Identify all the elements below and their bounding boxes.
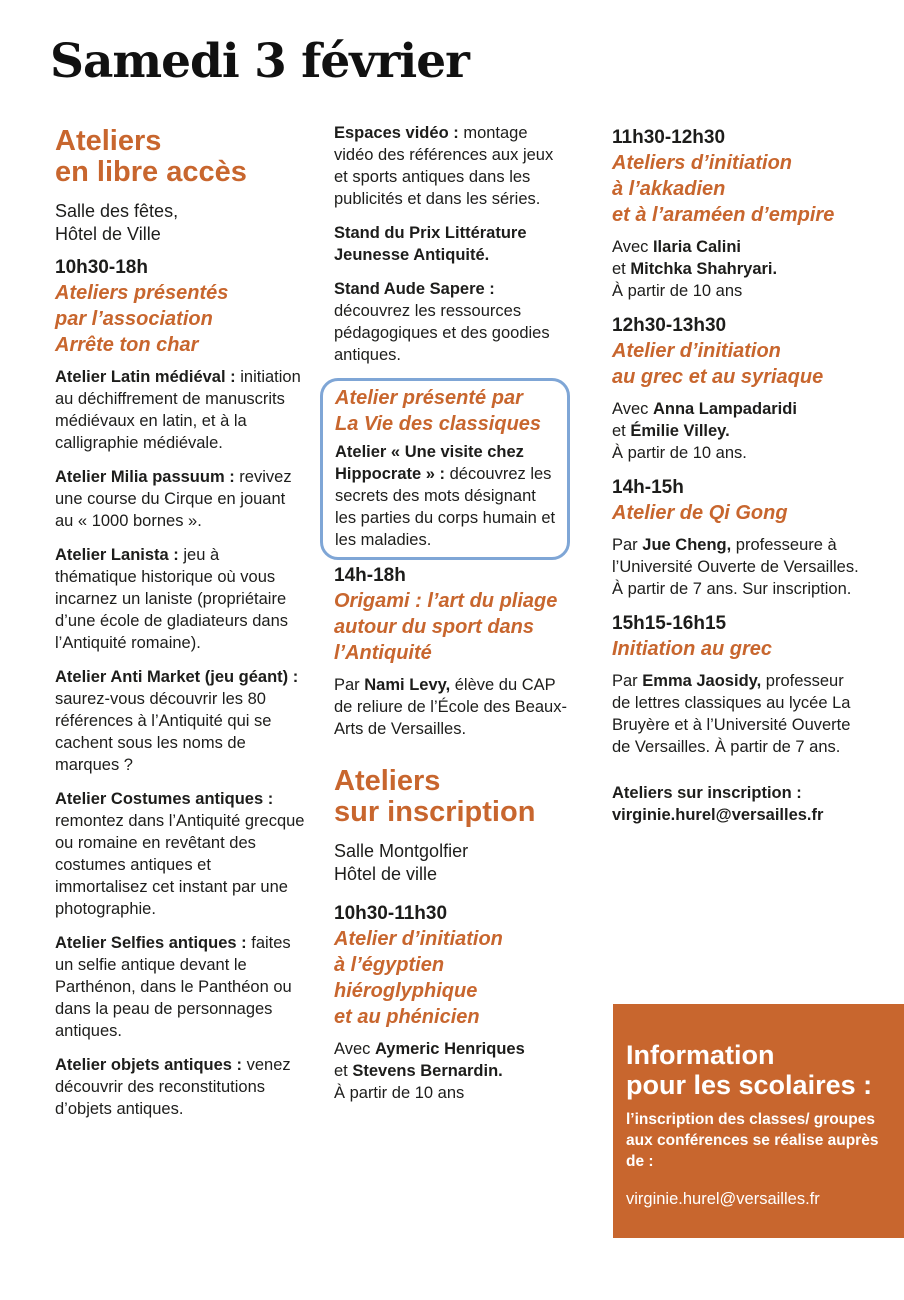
workshop-desc: revivez une course du Cirque en jouant au « 1000 bornes ». — [55, 468, 292, 530]
workshop-item — [55, 466, 305, 532]
speaker-name: Stevens Bernardin. — [352, 1062, 503, 1080]
age-info: À partir de 10 ans — [612, 282, 743, 300]
workshop-item — [55, 544, 305, 654]
speaker-name: Emma Jaosidy, — [642, 672, 762, 690]
info-box-scolaires — [613, 1004, 904, 1238]
workshop-item — [334, 122, 570, 210]
column-libre-acces — [55, 126, 305, 1132]
speaker-name: Mitchka Shahryari. — [630, 260, 778, 278]
column-middle — [334, 122, 570, 1104]
age-info: À partir de 10 ans — [334, 1084, 465, 1102]
workshop-desc: découvrez les secrets des mots désignant les parties du corps humain et les maladies. — [335, 465, 556, 549]
venue-salle-montgolfier: Salle Montgolfier Hôtel de ville — [334, 841, 469, 884]
venue-salle-des-fetes: Salle des fêtes, Hôtel de Ville — [55, 201, 179, 244]
workshop-desc: saurez-vous découvrir les 80 références à l’Antiquité qui se cachent sous les noms de marques ? — [55, 690, 272, 774]
workshop-item — [334, 222, 570, 266]
highlight-box-vie-des-classiques — [320, 378, 570, 560]
workshop-item — [55, 366, 305, 454]
age-info: À partir de 10 ans. — [612, 444, 747, 462]
page-title: Samedi 3 février — [50, 34, 469, 89]
speaker-name: Anna Lampadaridi — [652, 400, 797, 418]
workshop-name: Espaces vidéo : — [334, 124, 459, 142]
event-speaker: Avec Ilaria Calini et Mitchka Shahryari. À partir de 10 ans — [612, 238, 778, 300]
event-title: Atelier de Qi Gong — [612, 502, 788, 524]
workshop-desc: découvrez les ressources pédagogiques et des goodies antiques. — [334, 302, 550, 364]
workshop-name: Atelier objets antiques : — [55, 1056, 243, 1074]
event-speaker: Par Emma Jaosidy, professeur de lettres classiques au lycée La Bruyère et à l’Université Ouverte de Versailles. À partir de 7 ans. — [612, 672, 851, 756]
event-speaker: Par Jue Cheng, professeure à l’Université Ouverte de Versailles. À partir de 7 ans. Sur inscription. — [612, 536, 859, 598]
workshop-item — [55, 932, 305, 1042]
event-title: Atelier d’initiation au grec et au syriaque — [612, 340, 824, 388]
workshop-desc: venez découvrir des reconstitutions d’objets antiques. — [55, 1056, 291, 1118]
time-slot: 15h15-16h15 — [612, 613, 727, 634]
section-title-libre-acces: Ateliers en libre accès — [55, 125, 247, 188]
workshop-desc: remontez dans l’Antiquité grecque ou romaine en revêtant des costumes antiques et immortalisez cet instant par une photographie. — [55, 812, 305, 918]
time-slot: 12h30-13h30 — [612, 315, 727, 336]
workshop-name: Stand Aude Sapere : — [334, 280, 495, 298]
speaker-name: Jue Cheng, — [642, 536, 732, 554]
workshop-item — [55, 788, 305, 920]
workshop-name: Atelier Milia passuum : — [55, 468, 235, 486]
workshop-desc: initiation au déchiffrement de manuscrits médiévaux en latin, et à la calligraphie médiévale. — [55, 368, 301, 452]
workshop-name: Atelier « Une visite chez Hippocrate » : — [335, 443, 524, 483]
event-title: Atelier présenté par La Vie des classiques — [335, 387, 542, 435]
time-slot: 14h-18h — [334, 565, 406, 586]
workshop-name: Atelier Lanista : — [55, 546, 179, 564]
inscription-label: Ateliers sur inscription : — [612, 784, 802, 802]
info-title: Information pour les scolaires : — [626, 1040, 873, 1100]
section-title-sur-inscription: Ateliers sur inscription — [334, 765, 536, 828]
workshop-item — [335, 441, 557, 551]
workshop-name: Atelier Anti Market (jeu géant) : — [55, 668, 299, 686]
speaker-name: Émilie Villey. — [630, 422, 730, 440]
event-title: Atelier d’initiation à l’égyptien hiéroglyphique et au phénicien — [334, 928, 503, 1028]
event-speaker: Avec Anna Lampadaridi et Émilie Villey. À partir de 10 ans. — [612, 400, 797, 462]
inscription-email[interactable]: virginie.hurel@versailles.fr — [612, 806, 824, 824]
event-title: Ateliers d’initiation à l’akkadien et à l’araméen d’empire — [612, 152, 835, 226]
workshop-item — [55, 666, 305, 776]
workshop-desc: montage vidéo des références aux jeux et sports antiques dans les publicités et dans les séries. — [334, 124, 554, 208]
workshop-desc: faites un selfie antique devant le Parthénon, dans le Panthéon ou dans la peau de personnages antiques. — [55, 934, 292, 1040]
event-title: Origami : l’art du pliage autour du sport dans l’Antiquité — [334, 590, 558, 664]
time-slot: 14h-15h — [612, 477, 684, 498]
workshop-name: Atelier Selfies antiques : — [55, 934, 247, 952]
workshop-name: Atelier Latin médiéval : — [55, 368, 236, 386]
workshop-item — [55, 1054, 305, 1120]
info-text: l’inscription des classes/ groupes aux conférences se réalise auprès de : — [626, 1111, 879, 1170]
workshop-desc: jeu à thématique historique où vous incarnez un laniste (propriétaire d’une école de gladiateurs dans l’Antiquité romaine). — [55, 546, 289, 652]
info-email[interactable]: virginie.hurel@versailles.fr — [626, 1190, 820, 1208]
speaker-name: Nami Levy, — [364, 676, 451, 694]
column-right — [612, 126, 862, 826]
speaker-name: Aymeric Henriques — [374, 1040, 525, 1058]
event-title: Initiation au grec — [612, 638, 773, 660]
time-slot: 10h30-18h — [55, 257, 148, 278]
speaker-name: Ilaria Calini — [652, 238, 742, 256]
workshop-item — [334, 278, 570, 366]
time-slot: 10h30-11h30 — [334, 903, 448, 924]
event-title: Ateliers présentés par l’association Arrête ton char — [55, 282, 229, 356]
time-slot: 11h30-12h30 — [612, 127, 726, 148]
workshop-name: Stand du Prix Littérature Jeunesse Antiquité. — [334, 224, 527, 264]
event-speaker: Par Nami Levy, élève du CAP de reliure de l’École des Beaux-Arts de Versailles. — [334, 676, 567, 738]
workshop-name: Atelier Costumes antiques : — [55, 790, 274, 808]
event-speaker: Avec Aymeric Henriques et Stevens Bernardin. À partir de 10 ans — [334, 1040, 525, 1102]
